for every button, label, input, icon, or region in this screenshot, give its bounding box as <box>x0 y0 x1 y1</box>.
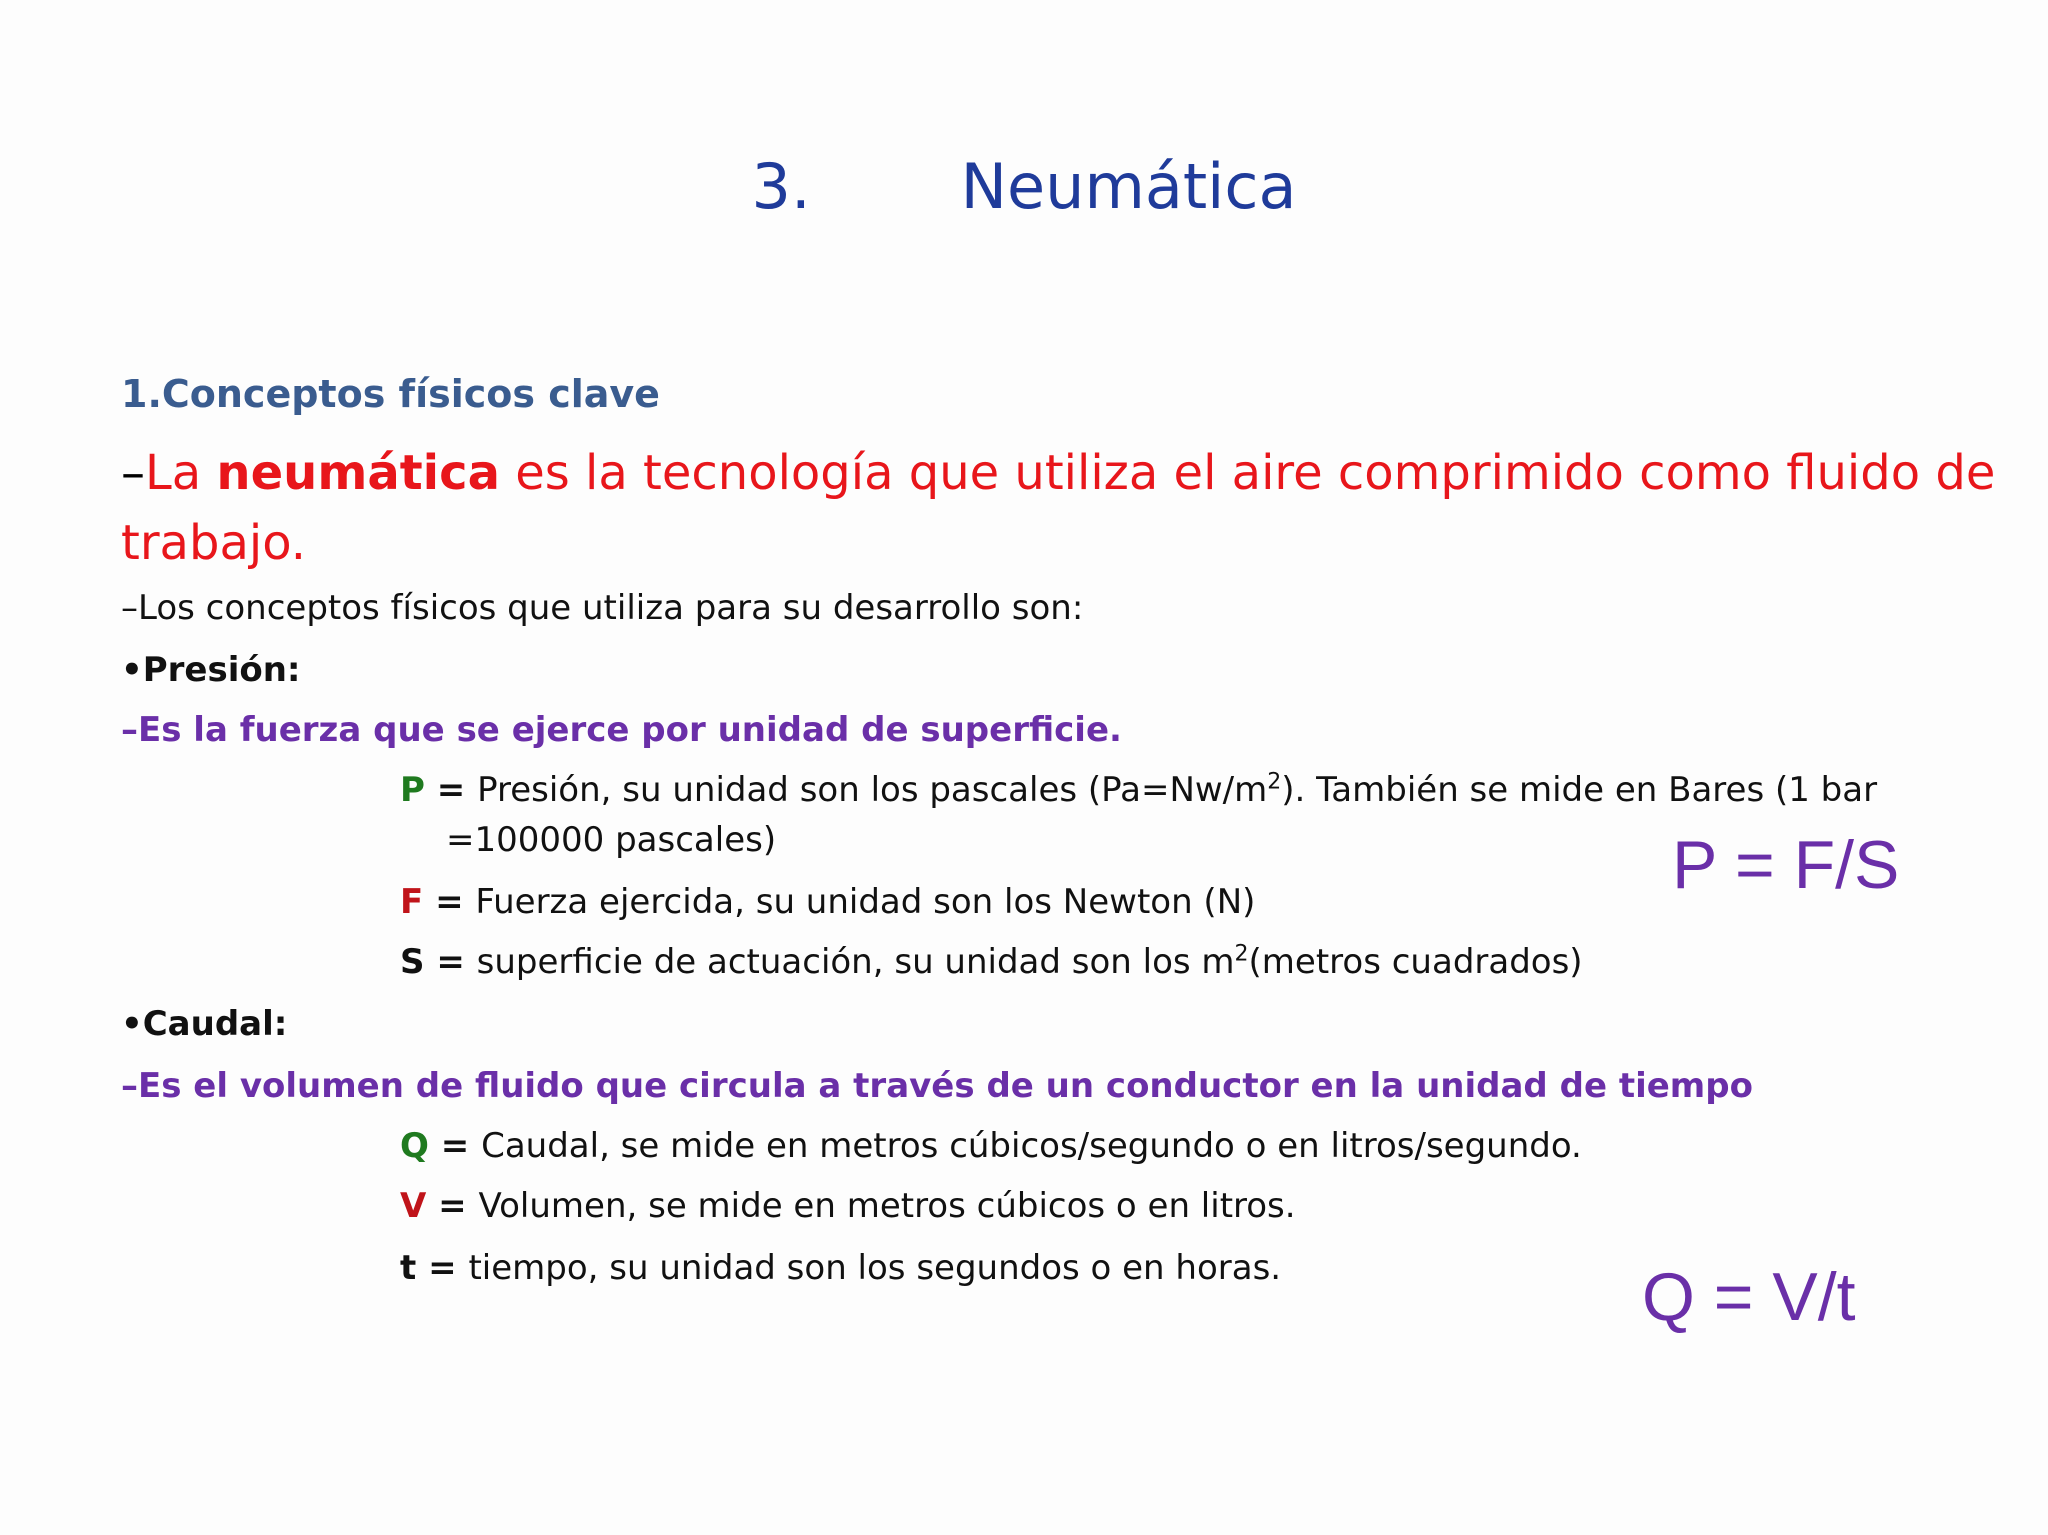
caudal-bullet: •Caudal: <box>121 1004 288 1044</box>
symbol-p: P <box>400 770 425 810</box>
symbol-t: t <box>400 1248 417 1288</box>
eq-sign: = <box>416 1248 469 1288</box>
s-sup: 2 <box>1234 941 1249 967</box>
p-text-1: Presión, su unidad son los pascales (Pa=Nw/m <box>477 770 1268 810</box>
intro-paragraph <box>121 438 2001 578</box>
intro-bold-term: neumática <box>216 445 500 501</box>
presion-s-line <box>400 942 1583 982</box>
symbol-q: Q <box>400 1126 429 1166</box>
f-text: Fuerza ejercida, su unidad son los Newton (N) <box>475 882 1256 922</box>
symbol-s: S <box>400 942 425 982</box>
slide-title <box>0 150 2048 223</box>
q-text: Caudal, se mide en metros cúbicos/segundo o en litros/segundo. <box>481 1126 1582 1166</box>
caudal-definition: –Es el volumen de fluido que circula a través de un conductor en la unidad de tiempo <box>121 1066 1753 1106</box>
intro-pre: La <box>145 445 217 501</box>
s-text-2: (metros cuadrados) <box>1248 942 1583 982</box>
s-text-1: superficie de actuación, su unidad son los m <box>476 942 1235 982</box>
intro-dash: – <box>121 445 145 501</box>
intro-rest: es la tecnología que utiliza el aire comprimido como fluido de trabajo. <box>121 445 1996 571</box>
eq-sign: = <box>424 942 477 982</box>
caudal-t-line <box>400 1248 1281 1288</box>
presion-p-line <box>400 770 1877 810</box>
p-sup: 2 <box>1267 769 1282 795</box>
t-text: tiempo, su unidad son los segundos o en horas. <box>468 1248 1282 1288</box>
title-text: Neumática <box>960 150 1297 223</box>
caudal-q-line <box>400 1126 1582 1166</box>
eq-sign: = <box>428 1126 482 1166</box>
caudal-v-line <box>400 1186 1296 1226</box>
p-text-2: ). También se mide en Bares (1 bar <box>1281 770 1878 810</box>
symbol-f: F <box>400 882 424 922</box>
section-heading: 1.Conceptos físicos clave <box>121 372 660 416</box>
presion-definition: –Es la fuerza que se ejerce por unidad de superficie. <box>121 710 1122 750</box>
presion-f-line <box>400 882 1255 922</box>
eq-sign: = <box>426 1186 479 1226</box>
presion-p-line-cont: =100000 pascales) <box>446 820 777 860</box>
formula-pressure: P = F/S <box>1672 827 1900 903</box>
v-text: Volumen, se mide en metros cúbicos o en litros. <box>478 1186 1296 1226</box>
eq-sign: = <box>424 770 478 810</box>
formula-flow: Q = V/t <box>1642 1259 1856 1335</box>
lead-line: –Los conceptos físicos que utiliza para su desarrollo son: <box>121 588 1084 628</box>
title-number: 3. <box>751 150 811 223</box>
presion-bullet: •Presión: <box>121 650 301 690</box>
symbol-v: V <box>400 1186 427 1226</box>
eq-sign: = <box>423 882 476 922</box>
